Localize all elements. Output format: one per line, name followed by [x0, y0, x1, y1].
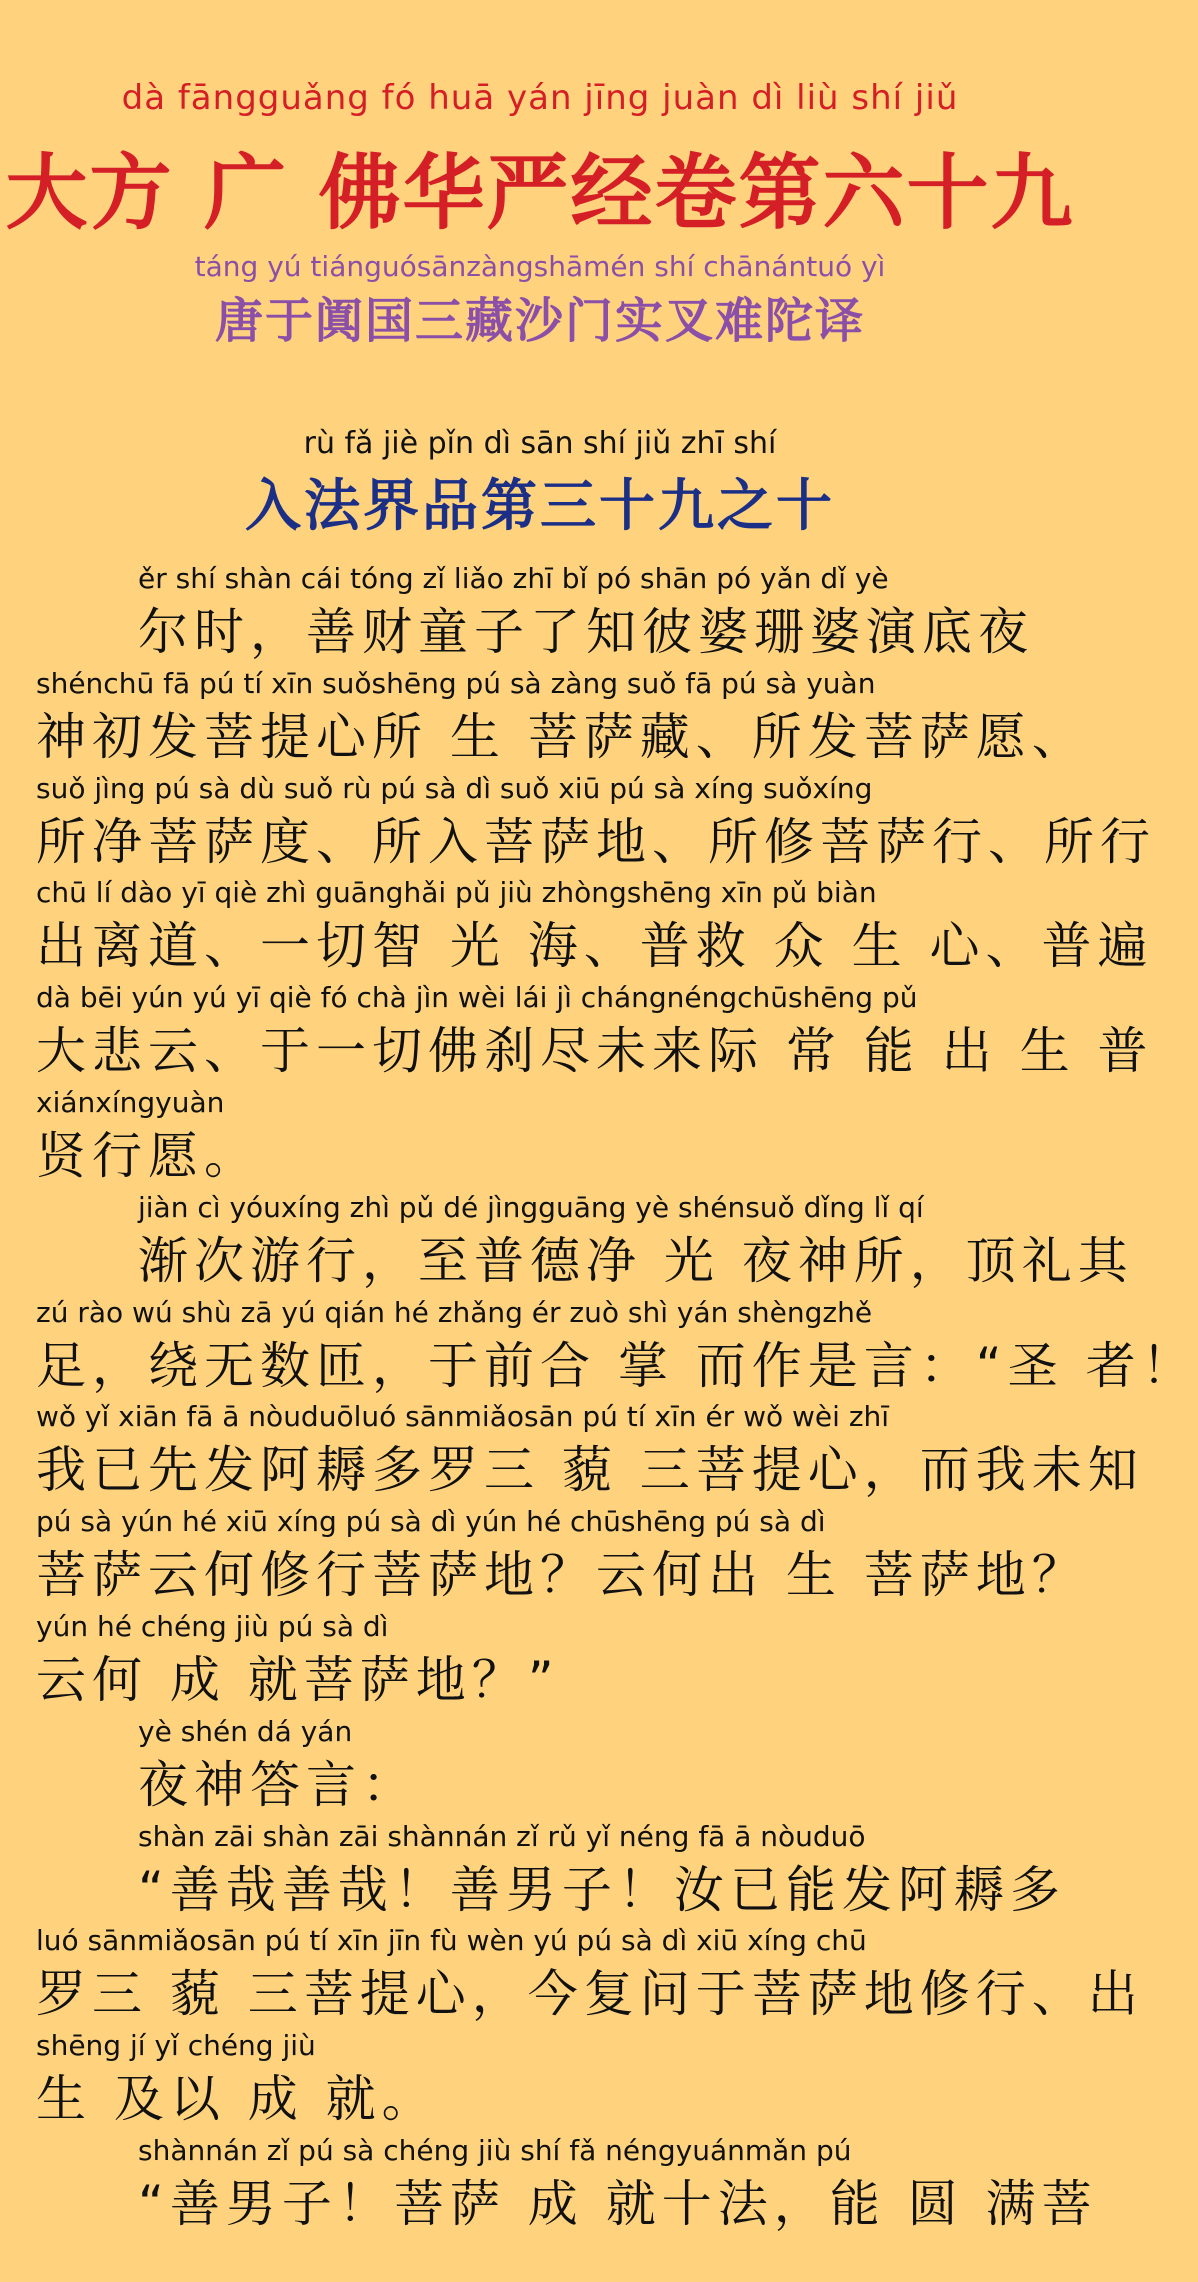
- line-14-text: 罗三 藐 三菩提心，今复问于菩萨地修行、出: [36, 1965, 1144, 2024]
- line-13-text: “善哉善哉！善男子！汝已能发阿耨多: [138, 1860, 1066, 1919]
- line-2-pinyin: shénchū fā pú tí xīn suǒshēng pú sà zàng suǒ fā pú sà yuàn: [36, 666, 876, 700]
- line-16-text: “善男子！菩萨 成 就十法，能 圆 满菩: [138, 2175, 1098, 2233]
- line-15-pinyin: shēng jí yǐ chéng jiù: [36, 2029, 316, 2063]
- line-14-pinyin: luó sānmiǎosān pú tí xīn jīn fù wèn yú pú sà dì xiū xíng chū: [36, 1924, 867, 1958]
- line-6-text: 贤行愿。: [36, 1127, 260, 1185]
- line-4-text: 出离道、一切智 光 海、普救 众 生 心、普遍: [36, 917, 1154, 976]
- line-7-pinyin: jiàn cì yóuxíng zhì pǔ dé jìngguāng yè shénsuǒ dǐng lǐ qí: [138, 1190, 924, 1224]
- line-9-pinyin: wǒ yǐ xiān fā ā nòuduōluó sānmiǎosān pú tí xīn ér wǒ wèi zhī: [36, 1400, 890, 1434]
- line-4-pinyin: chū lí dào yī qiè zhì guānghǎi pǔ jiù zhòngshēng xīn pǔ biàn: [36, 876, 877, 910]
- line-10-text: 菩萨云何修行菩萨地？云何出 生 菩萨地？: [36, 1546, 1088, 1605]
- line-11-text: 云何 成 就菩萨地？”: [36, 1651, 560, 1709]
- line-8-pinyin: zú rào wú shù zā yú qián hé zhǎng ér zuò shì yán shèngzhě: [36, 1295, 873, 1329]
- line-1-pinyin: ěr shí shàn cái tóng zǐ liǎo zhī bǐ pó shān pó yǎn dǐ yè: [138, 562, 889, 595]
- translator-pinyin: táng yú tiánguósānzàngshāmén shí chānántuó yì: [194, 250, 886, 283]
- line-13-pinyin: shàn zāi shàn zāi shànnán zǐ rǔ yǐ néng fā ā nòuduō: [138, 1819, 866, 1853]
- line-6-pinyin: xiánxíngyuàn: [36, 1086, 225, 1119]
- line-3-text: 所净菩萨度、所入菩萨地、所修菩萨行、所行: [36, 812, 1156, 871]
- scripture-title: 大方 广 佛华严经卷第六十九: [5, 146, 1075, 241]
- line-3-pinyin: suǒ jìng pú sà dù suǒ rù pú sà dì suǒ xiū pú sà xíng suǒxíng: [36, 771, 873, 805]
- line-8-text: 足，绕无数匝，于前合 掌 而作是言：“圣 者！: [36, 1336, 1198, 1395]
- line-10-pinyin: pú sà yún hé xiū xíng pú sà dì yún hé chūshēng pú sà dì: [36, 1505, 826, 1539]
- chapter-pinyin: rù fǎ jiè pǐn dì sān shí jiǔ zhī shí: [303, 426, 777, 461]
- line-9-text: 我已先发阿耨多罗三 藐 三菩提心，而我未知: [36, 1441, 1144, 1500]
- title-pinyin: dà fāngguǎng fó huā yán jīng juàn dì liù shí jiǔ: [121, 78, 959, 118]
- translator-line: 唐于阗国三藏沙门实叉难陀译: [214, 293, 865, 349]
- chapter-title: 入法界品第三十九之十: [245, 474, 835, 539]
- line-12-pinyin: yè shén dá yán: [138, 1714, 353, 1748]
- line-16-pinyin: shànnán zǐ pú sà chéng jiù shí fǎ néngyuánmǎn pú: [138, 2134, 852, 2167]
- line-2-text: 神初发菩提心所 生 菩萨藏、所发菩萨愿、: [36, 707, 1088, 766]
- line-15-text: 生 及以 成 就。: [36, 2070, 438, 2129]
- line-5-pinyin: dà bēi yún yú yī qiè fó chà jìn wèi lái jì chángnéngchūshēng pǔ: [36, 981, 918, 1015]
- line-1-text: 尔时，善财童子了知彼婆珊婆演底夜: [138, 603, 1034, 661]
- line-5-text: 大悲云、于一切佛刹尽未来际 常 能 出 生 普: [36, 1022, 1154, 1081]
- line-7-text: 渐次游行，至普德净 光 夜神所，顶礼其: [138, 1231, 1134, 1290]
- line-12-text: 夜神答言：: [138, 1755, 418, 1814]
- line-11-pinyin: yún hé chéng jiù pú sà dì: [36, 1610, 389, 1643]
